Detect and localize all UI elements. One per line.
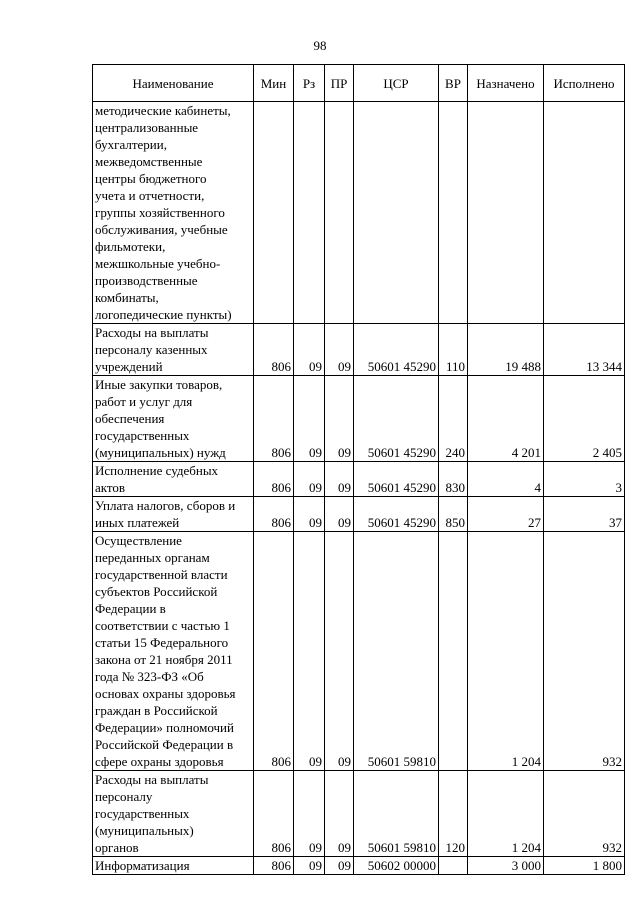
table-header-row: [93, 65, 625, 102]
cell-vr: 830: [439, 462, 468, 497]
cell-vr: [439, 102, 468, 324]
page-number: 98: [313, 38, 327, 53]
cell-vr: 110: [439, 324, 468, 376]
cell-csr: 50601 59810: [354, 771, 439, 857]
cell-pr: 09: [325, 462, 354, 497]
cell-name: Осуществление переданных органам государственной власти субъектов Российской Федерации в соответствии с частью 1 статьи 15 Федерального закона от 21 ноября 2011 года № 323-ФЗ «Об основах охраны здоровья граждан в Российской Федерации» полномочий Российской Федерации в сфере охраны здоровья: [93, 532, 254, 771]
cell-name: Информатизация: [93, 857, 254, 875]
cell-pr: 09: [325, 771, 354, 857]
budget-table: [92, 64, 625, 875]
cell-vr: 240: [439, 376, 468, 462]
col-header-rz: Рз: [294, 65, 325, 102]
cell-assigned: [468, 102, 544, 324]
cell-min: [254, 102, 294, 324]
cell-pr: 09: [325, 497, 354, 532]
cell-csr: 50602 00000: [354, 857, 439, 875]
table-row: [93, 462, 625, 497]
table-row: [93, 857, 625, 875]
cell-rz: 09: [294, 462, 325, 497]
cell-assigned: 4 201: [468, 376, 544, 462]
cell-name: Расходы на выплаты персоналу государственных (муниципальных) органов: [93, 771, 254, 857]
cell-rz: [294, 102, 325, 324]
table-row: [93, 376, 625, 462]
cell-min: 806: [254, 376, 294, 462]
cell-csr: [354, 102, 439, 324]
cell-pr: 09: [325, 324, 354, 376]
cell-vr: [439, 532, 468, 771]
cell-name: Исполнение судебных актов: [93, 462, 254, 497]
col-header-vr: ВР: [439, 65, 468, 102]
cell-min: 806: [254, 462, 294, 497]
cell-name: Иные закупки товаров, работ и услуг для обеспечения государственных (муниципальных) нужд: [93, 376, 254, 462]
table-row: [93, 497, 625, 532]
cell-assigned: 1 204: [468, 532, 544, 771]
col-header-pr: ПР: [325, 65, 354, 102]
cell-assigned: 27: [468, 497, 544, 532]
cell-executed: 932: [544, 771, 625, 857]
cell-executed: 37: [544, 497, 625, 532]
cell-rz: 09: [294, 532, 325, 771]
cell-min: 806: [254, 532, 294, 771]
cell-pr: [325, 102, 354, 324]
cell-executed: 3: [544, 462, 625, 497]
table-row: [93, 532, 625, 771]
cell-csr: 50601 59810: [354, 532, 439, 771]
cell-min: 806: [254, 324, 294, 376]
cell-csr: 50601 45290: [354, 462, 439, 497]
cell-executed: 932: [544, 532, 625, 771]
cell-csr: 50601 45290: [354, 497, 439, 532]
table-body: [93, 102, 625, 875]
cell-min: 806: [254, 857, 294, 875]
cell-assigned: 4: [468, 462, 544, 497]
col-header-name: Наименование: [93, 65, 254, 102]
cell-pr: 09: [325, 857, 354, 875]
cell-rz: 09: [294, 771, 325, 857]
cell-pr: 09: [325, 376, 354, 462]
cell-min: 806: [254, 771, 294, 857]
cell-executed: [544, 102, 625, 324]
col-header-csr: ЦСР: [354, 65, 439, 102]
cell-vr: 850: [439, 497, 468, 532]
col-header-executed: Исполнено: [544, 65, 625, 102]
cell-rz: 09: [294, 497, 325, 532]
col-header-min: Мин: [254, 65, 294, 102]
cell-csr: 50601 45290: [354, 324, 439, 376]
cell-rz: 09: [294, 857, 325, 875]
cell-executed: 2 405: [544, 376, 625, 462]
cell-executed: 13 344: [544, 324, 625, 376]
cell-csr: 50601 45290: [354, 376, 439, 462]
cell-rz: 09: [294, 324, 325, 376]
cell-pr: 09: [325, 532, 354, 771]
cell-name: Уплата налогов, сборов и иных платежей: [93, 497, 254, 532]
col-header-assigned: Назначено: [468, 65, 544, 102]
cell-assigned: 19 488: [468, 324, 544, 376]
cell-rz: 09: [294, 376, 325, 462]
cell-min: 806: [254, 497, 294, 532]
cell-assigned: 1 204: [468, 771, 544, 857]
cell-name: Расходы на выплаты персоналу казенных учреждений: [93, 324, 254, 376]
cell-vr: 120: [439, 771, 468, 857]
cell-vr: [439, 857, 468, 875]
table-row: [93, 771, 625, 857]
cell-executed: 1 800: [544, 857, 625, 875]
cell-assigned: 3 000: [468, 857, 544, 875]
table-row: [93, 102, 625, 324]
table-row: [93, 324, 625, 376]
cell-name: методические кабинеты, централизованные бухгалтерии, межведомственные центры бюджетного учета и отчетности, группы хозяйственного обслуживания, учебные фильмотеки, межшкольные учебно- производственные комбинаты, логопедические пункты): [93, 102, 254, 324]
